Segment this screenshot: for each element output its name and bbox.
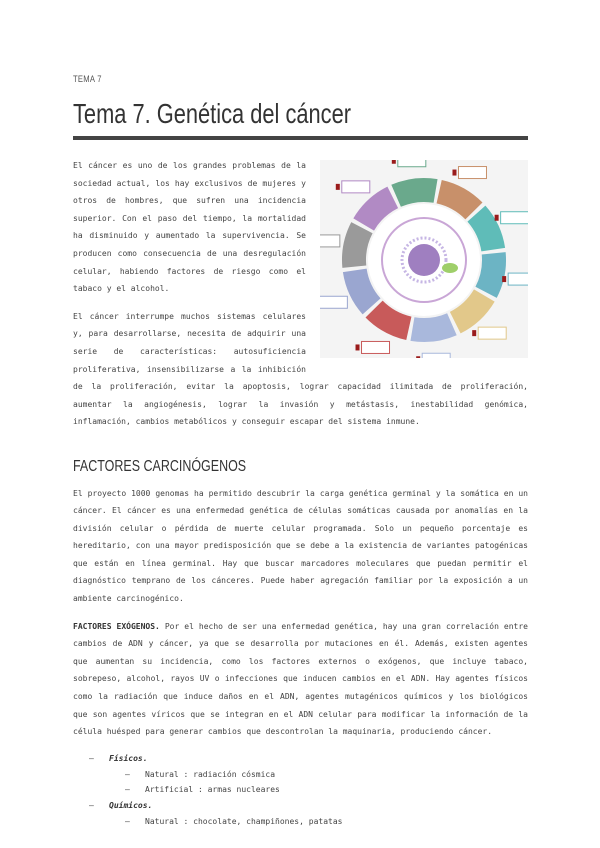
up-arrow-icon [502,276,506,282]
chapter-label: TEMA 7 [73,74,102,84]
list-item: – Químicos. [73,798,528,814]
hallmark-label-box [422,353,450,358]
intro-paragraph-1: El cáncer es uno de los grandes problemas de la sociedad actual, los hay exclusivos de mujeres y otros de hombres, que sufren una incidencia superior. Con el paso del tiempo, la mortalidad ha disminuido y aumentado la supervivencia. Se producen como consecuencia de una desregulación celular, habiendo factores de riesgo como el tabaco y el alcohol. [73,161,306,294]
hallmark-label-box [508,273,528,285]
up-arrow-icon [452,170,456,176]
hallmark-label-box [458,167,486,179]
up-arrow-icon [336,184,340,190]
section-heading: FACTORES CARCINÓGENOS [73,457,247,475]
hallmark-label-box [478,327,506,339]
document-body [73,157,528,830]
hallmark-label-box [320,235,340,247]
title-divider [73,136,528,140]
hallmark-label-box [320,296,347,308]
up-arrow-icon [495,215,499,221]
section-paragraph-2: FACTORES EXÓGENOS. Por el hecho de ser una enfermedad genética, hay una gran correlación entre cambios de ADN y cáncer, ya que se desarrolla por mutaciones en él. Además, existen agentes que aumentan su incidencia, como los factores externos o exógenos, que incluye tabaco, sobrepeso, alcohol, rayos UV o infecciones que inducen cambios en el ADN. Hay agentes físicos como la radiación que induce daños en el ADN, agentes mutagénicos químicos y los biológicos que son agentes víricos que se integran en el ADN celular para modificar la información de la célula huésped para generar cambios que descontrolan la maquinaria, produciendo cáncer. [73,621,528,737]
hallmark-label-box [342,181,370,193]
up-arrow-icon [392,160,396,164]
list-subitem: – Natural : radiación cósmica [73,767,528,783]
list-subitem: – Natural : chocolate, champiñones, patatas [73,814,528,830]
up-arrow-icon [472,330,476,336]
intro-paragraph-2: El cáncer interrumpe muchos sistemas celulares y, para desarrollarse, necesita de adquirir una serie de características: autosuficiencia proliferativa, insensibilizarse a la inhibición de la proliferación, evitar la apoptosis, lograr capacidad ilimitada de proliferación, aumentar la angiogénesis, lograr la invasión y metástasis, inestabilidad genómica, inflamación, cambios metabólicos y conseguir escapar del sistema inmune. [73,311,528,427]
exogenous-lead: FACTORES EXÓGENOS. [73,621,160,631]
page-title: Tema 7. Genética del cáncer [73,98,352,129]
mitochondrion [442,263,458,273]
up-arrow-icon [356,344,360,350]
cell-nucleus [408,244,440,276]
hallmarks-diagram [320,160,528,358]
up-arrow-icon [416,356,420,358]
hallmark-label-box [362,341,390,353]
hallmarks-of-cancer-figure [320,160,528,358]
hallmark-label-box [398,160,426,167]
hallmark-label-box [501,212,528,224]
factor-list [73,751,528,830]
list-subitem: – Artificial : armas nucleares [73,782,528,798]
section-paragraph-1: El proyecto 1000 genomas ha permitido descubrir la carga genética germinal y la somática en un cáncer. El cáncer es una enfermedad genética de células somáticas causada por anomalías en la división celular o pérdida de muerte celular programada. Solo un pequeño porcentaje es hereditario, con una mayor predisposición que se debe a la existencia de variantes patogénicas que están en línea germinal. Hay que buscar marcadores moleculares que puedan permitir el diagnóstico temprano de los cánceres. Puede haber agregación familiar por la exposición a un ambiente carcinogénico. [73,488,528,604]
list-item: – Físicos. [73,751,528,767]
